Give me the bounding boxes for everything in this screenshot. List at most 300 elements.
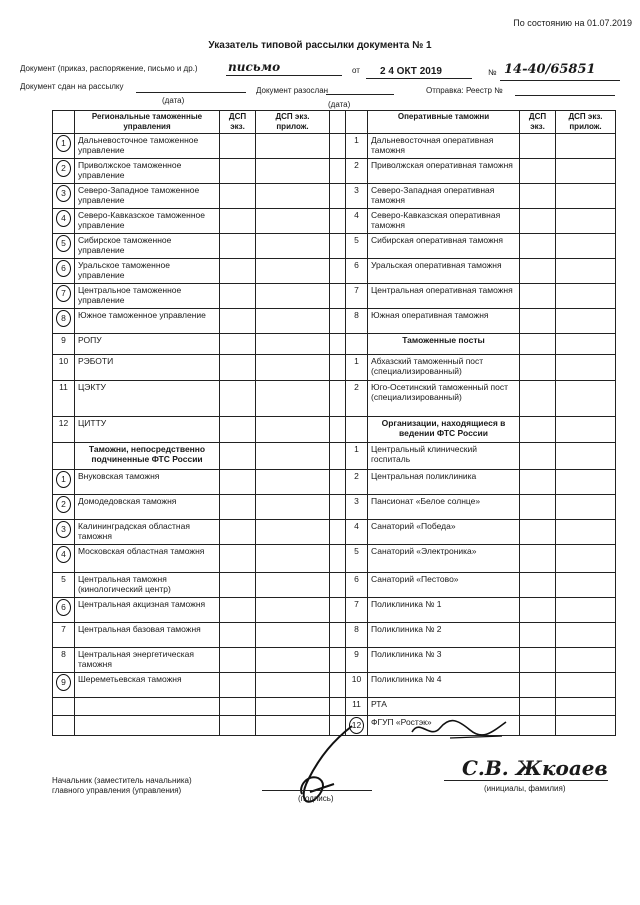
row-number: 7: [354, 599, 359, 609]
dsp-copies-cell: [220, 623, 256, 648]
spacer-cell: [330, 673, 346, 698]
left-row-name: [75, 698, 220, 716]
row-number: 9: [61, 335, 66, 345]
row-number: 5: [354, 546, 359, 556]
col-header-dsp-copies: ДСП экз.: [220, 111, 256, 134]
dsp-attachments-cell: [556, 159, 616, 184]
left-row-name: Дальневосточное таможенное управление: [75, 134, 220, 159]
right-row-number: [346, 623, 368, 648]
dsp-copies-cell: [520, 234, 556, 259]
dsp-attachments-cell: [256, 520, 330, 545]
left-row-number: [53, 381, 75, 417]
dsp-attachments-cell: [256, 417, 330, 443]
table-row: [53, 520, 616, 545]
row-number: 3: [354, 185, 359, 195]
dsp-copies-cell: [220, 134, 256, 159]
left-row-number: [53, 309, 75, 334]
dsp-attachments-cell: [556, 716, 616, 736]
dsp-attachments-cell: [256, 134, 330, 159]
left-row-number: [53, 673, 75, 698]
table-row: [53, 495, 616, 520]
right-row-number: [346, 159, 368, 184]
dsp-copies-cell: [220, 355, 256, 381]
spacer-cell: [330, 334, 346, 355]
dsp-attachments-cell: [256, 443, 330, 470]
dsp-attachments-cell: [556, 334, 616, 355]
left-row-number: [53, 259, 75, 284]
right-row-number: [346, 520, 368, 545]
dsp-copies-cell: [520, 648, 556, 673]
dsp-attachments-cell: [256, 495, 330, 520]
left-row-number: [53, 209, 75, 234]
dsp-copies-cell: [520, 159, 556, 184]
spacer-cell: [330, 134, 346, 159]
dsp-attachments-cell: [256, 234, 330, 259]
dsp-attachments-cell: [256, 309, 330, 334]
dsp-attachments-cell: [256, 259, 330, 284]
right-row-number: [346, 698, 368, 716]
left-row-number: [53, 184, 75, 209]
spacer-cell: [330, 443, 346, 470]
circled-number: 1: [56, 471, 71, 488]
left-row-name: Центральная таможня (кинологический центр): [75, 573, 220, 598]
table-row: [53, 623, 616, 648]
right-row-name: Поликлиника № 2: [368, 623, 520, 648]
right-row-name: РТА: [368, 698, 520, 716]
dsp-copies-cell: [520, 443, 556, 470]
dsp-copies-cell: [220, 284, 256, 309]
dsp-attachments-cell: [556, 209, 616, 234]
row-number: 1: [354, 444, 359, 454]
date-caption-2: (дата): [328, 100, 351, 109]
left-row-name: Центральная акцизная таможня: [75, 598, 220, 623]
dsp-attachments-cell: [556, 355, 616, 381]
left-row-name: Таможни, непосредственно подчиненные ФТС России: [75, 443, 220, 470]
dsp-attachments-cell: [256, 159, 330, 184]
dsp-copies-cell: [220, 648, 256, 673]
spacer-cell: [330, 381, 346, 417]
doc-number-handwritten: 14-40/65851: [504, 62, 596, 77]
dsp-copies-cell: [520, 623, 556, 648]
right-row-number: [346, 309, 368, 334]
dsp-attachments-cell: [556, 259, 616, 284]
right-row-name: ФГУП «Ростэк»: [368, 716, 520, 736]
table-row: [53, 673, 616, 698]
right-row-name: Пансионат «Белое солнце»: [368, 495, 520, 520]
dsp-copies-cell: [220, 443, 256, 470]
left-row-name: Московская областная таможня: [75, 545, 220, 573]
col-header-dsp-attachments-2: ДСП экз. прилож.: [556, 111, 616, 134]
dsp-copies-cell: [220, 184, 256, 209]
left-row-number: [53, 284, 75, 309]
right-row-name: Организации, находящиеся в ведении ФТС России: [368, 417, 520, 443]
left-row-name: Центральная базовая таможня: [75, 623, 220, 648]
right-row-number: [346, 648, 368, 673]
spacer-cell: [330, 470, 346, 495]
dsp-copies-cell: [220, 381, 256, 417]
spacer-cell: [330, 495, 346, 520]
left-row-name: [75, 716, 220, 736]
dsp-attachments-cell: [556, 470, 616, 495]
table-row: [53, 209, 616, 234]
right-row-number: [346, 495, 368, 520]
sent-label: Документ сдан на рассылку: [20, 82, 124, 91]
dsp-attachments-cell: [256, 598, 330, 623]
circled-number: 8: [56, 310, 71, 327]
left-row-name: Южное таможенное управление: [75, 309, 220, 334]
left-row-name: ЦИТТУ: [75, 417, 220, 443]
right-row-number: [346, 259, 368, 284]
number-label: №: [488, 68, 497, 77]
dsp-attachments-cell: [256, 355, 330, 381]
signature-caption: (подпись): [298, 794, 334, 803]
spacer-cell: [330, 209, 346, 234]
right-row-name: Юго-Осетинский таможенный пост (специализированный): [368, 381, 520, 417]
row-number: 12: [58, 418, 69, 428]
right-row-name: Центральная оперативная таможня: [368, 284, 520, 309]
status-note: По состоянию на 01.07.2019: [513, 18, 632, 28]
right-row-number: [346, 355, 368, 381]
left-row-number: [53, 134, 75, 159]
right-row-name: Санаторий «Электроника»: [368, 545, 520, 573]
left-row-name: Домодедовская таможня: [75, 495, 220, 520]
dsp-attachments-cell: [556, 648, 616, 673]
dsp-copies-cell: [520, 184, 556, 209]
table-row: [53, 648, 616, 673]
dsp-copies-cell: [220, 716, 256, 736]
right-row-name: Санаторий «Победа»: [368, 520, 520, 545]
dsp-attachments-cell: [256, 573, 330, 598]
circled-number: 5: [56, 235, 71, 252]
dsp-copies-cell: [520, 381, 556, 417]
circled-number: 4: [56, 210, 71, 227]
right-row-name: Таможенные посты: [368, 334, 520, 355]
table-row: [53, 234, 616, 259]
ftsp-signature-mark: [410, 710, 510, 746]
col-header-dsp-attachments: ДСП экз. прилож.: [256, 111, 330, 134]
right-row-number: [346, 573, 368, 598]
spacer-cell: [330, 309, 346, 334]
circled-number: 4: [56, 546, 71, 563]
dsp-copies-cell: [520, 673, 556, 698]
right-row-number: [346, 598, 368, 623]
circled-number: 6: [56, 260, 71, 277]
dsp-attachments-cell: [556, 417, 616, 443]
circled-number: 3: [56, 185, 71, 202]
right-row-number: [346, 234, 368, 259]
row-number: 7: [61, 624, 66, 634]
from-label: от: [352, 66, 360, 75]
left-row-number: [53, 355, 75, 381]
dsp-attachments-cell: [556, 309, 616, 334]
table-row: [53, 184, 616, 209]
right-row-name: Приволжская оперативная таможня: [368, 159, 520, 184]
row-number: 5: [61, 574, 66, 584]
left-row-number: [53, 573, 75, 598]
page-title: Указатель типовой рассылки документа № 1: [208, 40, 432, 51]
dsp-attachments-cell: [256, 545, 330, 573]
left-row-number: [53, 698, 75, 716]
right-row-name: Северо-Западная оперативная таможня: [368, 184, 520, 209]
row-number: 5: [354, 235, 359, 245]
dsp-attachments-cell: [256, 648, 330, 673]
circled-number: 9: [56, 674, 71, 691]
row-number: 6: [354, 260, 359, 270]
left-row-name: РЭБОТИ: [75, 355, 220, 381]
left-row-number: [53, 545, 75, 573]
right-row-name: Поликлиника № 3: [368, 648, 520, 673]
left-row-number: [53, 716, 75, 736]
dsp-copies-cell: [520, 309, 556, 334]
dsp-copies-cell: [220, 209, 256, 234]
dsp-attachments-cell: [256, 673, 330, 698]
dsp-copies-cell: [220, 598, 256, 623]
dsp-copies-cell: [220, 309, 256, 334]
dsp-copies-cell: [220, 573, 256, 598]
right-row-number: [346, 443, 368, 470]
table-row: [53, 545, 616, 573]
spacer-cell: [330, 598, 346, 623]
right-row-name: Санаторий «Пестово»: [368, 573, 520, 598]
dsp-attachments-cell: [556, 234, 616, 259]
dsp-copies-cell: [220, 545, 256, 573]
spacer-cell: [330, 355, 346, 381]
left-row-number: [53, 470, 75, 495]
spacer-cell: [330, 284, 346, 309]
table-row: [53, 443, 616, 470]
right-row-name: Центральный клинический госпиталь: [368, 443, 520, 470]
dsp-attachments-cell: [556, 673, 616, 698]
right-row-name: Дальневосточная оперативная таможня: [368, 134, 520, 159]
table-row: [53, 284, 616, 309]
distributed-label: Документ разослан: [256, 86, 329, 95]
left-row-number: [53, 417, 75, 443]
dsp-attachments-cell: [256, 334, 330, 355]
left-row-number: [53, 520, 75, 545]
circled-number: 3: [56, 521, 71, 538]
circled-number: 2: [56, 496, 71, 513]
spacer-cell: [330, 573, 346, 598]
col-header-operational: Оперативные таможни: [368, 111, 520, 134]
spacer-cell: [330, 159, 346, 184]
left-row-number: [53, 443, 75, 470]
right-row-name: Уральская оперативная таможня: [368, 259, 520, 284]
right-row-name: Поликлиника № 4: [368, 673, 520, 698]
right-row-number: [346, 470, 368, 495]
dsp-attachments-cell: [256, 623, 330, 648]
left-row-name: Внуковская таможня: [75, 470, 220, 495]
spacer-cell: [330, 259, 346, 284]
dsp-attachments-cell: [256, 698, 330, 716]
spacer-cell: [330, 184, 346, 209]
row-number: 3: [354, 496, 359, 506]
dsp-copies-cell: [520, 698, 556, 716]
right-row-number: [346, 545, 368, 573]
dsp-attachments-cell: [556, 573, 616, 598]
circled-number: 6: [56, 599, 71, 616]
dsp-copies-cell: [520, 573, 556, 598]
circled-number: 1: [56, 135, 71, 152]
dsp-attachments-cell: [256, 381, 330, 417]
row-number: 11: [59, 382, 68, 392]
table-row: [53, 417, 616, 443]
dsp-attachments-cell: [556, 545, 616, 573]
spacer-cell: [330, 623, 346, 648]
left-row-name: Сибирское таможенное управление: [75, 234, 220, 259]
row-number: 10: [58, 356, 69, 366]
dispatch-label: Отправка: Реестр №: [426, 86, 503, 95]
left-row-name: Калининградская областная таможня: [75, 520, 220, 545]
dsp-copies-cell: [220, 234, 256, 259]
table-row: [53, 698, 616, 716]
table-row: [53, 309, 616, 334]
circled-number: 2: [56, 160, 71, 177]
row-number: 9: [354, 649, 359, 659]
right-row-number: [346, 673, 368, 698]
dsp-attachments-cell: [556, 134, 616, 159]
table-row: [53, 159, 616, 184]
row-number: 8: [61, 649, 66, 659]
table-row: [53, 470, 616, 495]
left-row-name: Центральная энергетическая таможня: [75, 648, 220, 673]
left-row-number: [53, 495, 75, 520]
right-row-name: Центральная поликлиника: [368, 470, 520, 495]
dsp-copies-cell: [520, 598, 556, 623]
right-row-name: Абхазский таможенный пост (специализированный): [368, 355, 520, 381]
circled-number: 12: [349, 717, 364, 734]
doc-type-label: Документ (приказ, распоряжение, письмо и др.): [20, 64, 198, 73]
spacer-cell: [330, 234, 346, 259]
dsp-attachments-cell: [556, 495, 616, 520]
table-row: [53, 355, 616, 381]
spacer-cell: [330, 698, 346, 716]
right-row-name: Поликлиника № 1: [368, 598, 520, 623]
row-number: 4: [354, 210, 359, 220]
dsp-copies-cell: [220, 698, 256, 716]
dsp-copies-cell: [520, 495, 556, 520]
left-row-number: [53, 334, 75, 355]
dsp-copies-cell: [220, 417, 256, 443]
row-number: 11: [352, 699, 361, 709]
date-caption-1: (дата): [162, 96, 185, 105]
left-row-number: [53, 623, 75, 648]
left-row-name: Приволжское таможенное управление: [75, 159, 220, 184]
dsp-attachments-cell: [256, 209, 330, 234]
table-row: [53, 334, 616, 355]
left-row-number: [53, 159, 75, 184]
left-row-name: Северо-Западное таможенное управление: [75, 184, 220, 209]
dsp-attachments-cell: [256, 284, 330, 309]
left-row-name: ЦЭКТУ: [75, 381, 220, 417]
row-number: 4: [354, 521, 359, 531]
left-row-number: [53, 234, 75, 259]
table-row: [53, 381, 616, 417]
dsp-copies-cell: [520, 417, 556, 443]
row-number: 6: [354, 574, 359, 584]
row-number: 8: [354, 310, 359, 320]
dsp-copies-cell: [520, 209, 556, 234]
spacer-cell: [330, 545, 346, 573]
spacer-cell: [330, 417, 346, 443]
table-row: [53, 134, 616, 159]
dsp-attachments-cell: [256, 184, 330, 209]
dsp-copies-cell: [220, 673, 256, 698]
dsp-attachments-cell: [556, 698, 616, 716]
dsp-attachments-cell: [556, 623, 616, 648]
dsp-copies-cell: [520, 355, 556, 381]
dsp-attachments-cell: [556, 598, 616, 623]
right-row-number: [346, 134, 368, 159]
doc-type-handwritten: письмо: [228, 60, 281, 74]
dsp-copies-cell: [220, 520, 256, 545]
left-row-number: [53, 598, 75, 623]
table-row: [53, 573, 616, 598]
circled-number: 7: [56, 285, 71, 302]
right-row-name: Сибирская оперативная таможня: [368, 234, 520, 259]
row-number: 2: [354, 160, 359, 170]
row-number: 2: [354, 382, 359, 392]
left-row-name: Центральное таможенное управление: [75, 284, 220, 309]
role-line-1: Начальник (заместитель начальника): [52, 776, 192, 785]
dsp-attachments-cell: [556, 184, 616, 209]
row-number: 10: [351, 674, 362, 684]
role-line-2: главного управления (управления): [52, 786, 182, 795]
col-header-regional: Региональные таможенные управления: [75, 111, 220, 134]
dsp-copies-cell: [520, 284, 556, 309]
row-number: 7: [354, 285, 359, 295]
dsp-attachments-cell: [556, 443, 616, 470]
dsp-copies-cell: [520, 470, 556, 495]
dsp-copies-cell: [220, 470, 256, 495]
row-number: 8: [354, 624, 359, 634]
doc-date-stamp: 2 4 ОКТ 2019: [380, 66, 442, 77]
dsp-copies-cell: [520, 334, 556, 355]
dsp-copies-cell: [520, 716, 556, 736]
dsp-attachments-cell: [556, 381, 616, 417]
left-row-number: [53, 648, 75, 673]
right-row-number: [346, 417, 368, 443]
dsp-copies-cell: [520, 259, 556, 284]
dsp-copies-cell: [220, 334, 256, 355]
left-row-name: РОПУ: [75, 334, 220, 355]
right-row-number: [346, 209, 368, 234]
signer-name-handwritten: С.В. Жкоаев: [462, 756, 608, 780]
right-row-number: [346, 381, 368, 417]
dsp-copies-cell: [520, 134, 556, 159]
dsp-copies-cell: [220, 259, 256, 284]
table-row: [53, 259, 616, 284]
left-row-name: Северо-Кавказское таможенное управление: [75, 209, 220, 234]
row-number: 1: [354, 135, 359, 145]
dsp-copies-cell: [220, 495, 256, 520]
spacer-cell: [330, 520, 346, 545]
dsp-attachments-cell: [556, 284, 616, 309]
row-number: 2: [354, 471, 359, 481]
dsp-copies-cell: [220, 159, 256, 184]
right-row-name: Южная оперативная таможня: [368, 309, 520, 334]
dsp-attachments-cell: [256, 470, 330, 495]
initials-caption: (инициалы, фамилия): [484, 784, 566, 793]
row-number: 1: [354, 356, 359, 366]
right-row-number: [346, 334, 368, 355]
col-header-dsp-copies-2: ДСП экз.: [520, 111, 556, 134]
right-row-number: [346, 184, 368, 209]
dsp-attachments-cell: [556, 520, 616, 545]
dsp-copies-cell: [520, 520, 556, 545]
left-row-name: Уральское таможенное управление: [75, 259, 220, 284]
table-row: [53, 598, 616, 623]
right-row-name: Северо-Кавказская оперативная таможня: [368, 209, 520, 234]
